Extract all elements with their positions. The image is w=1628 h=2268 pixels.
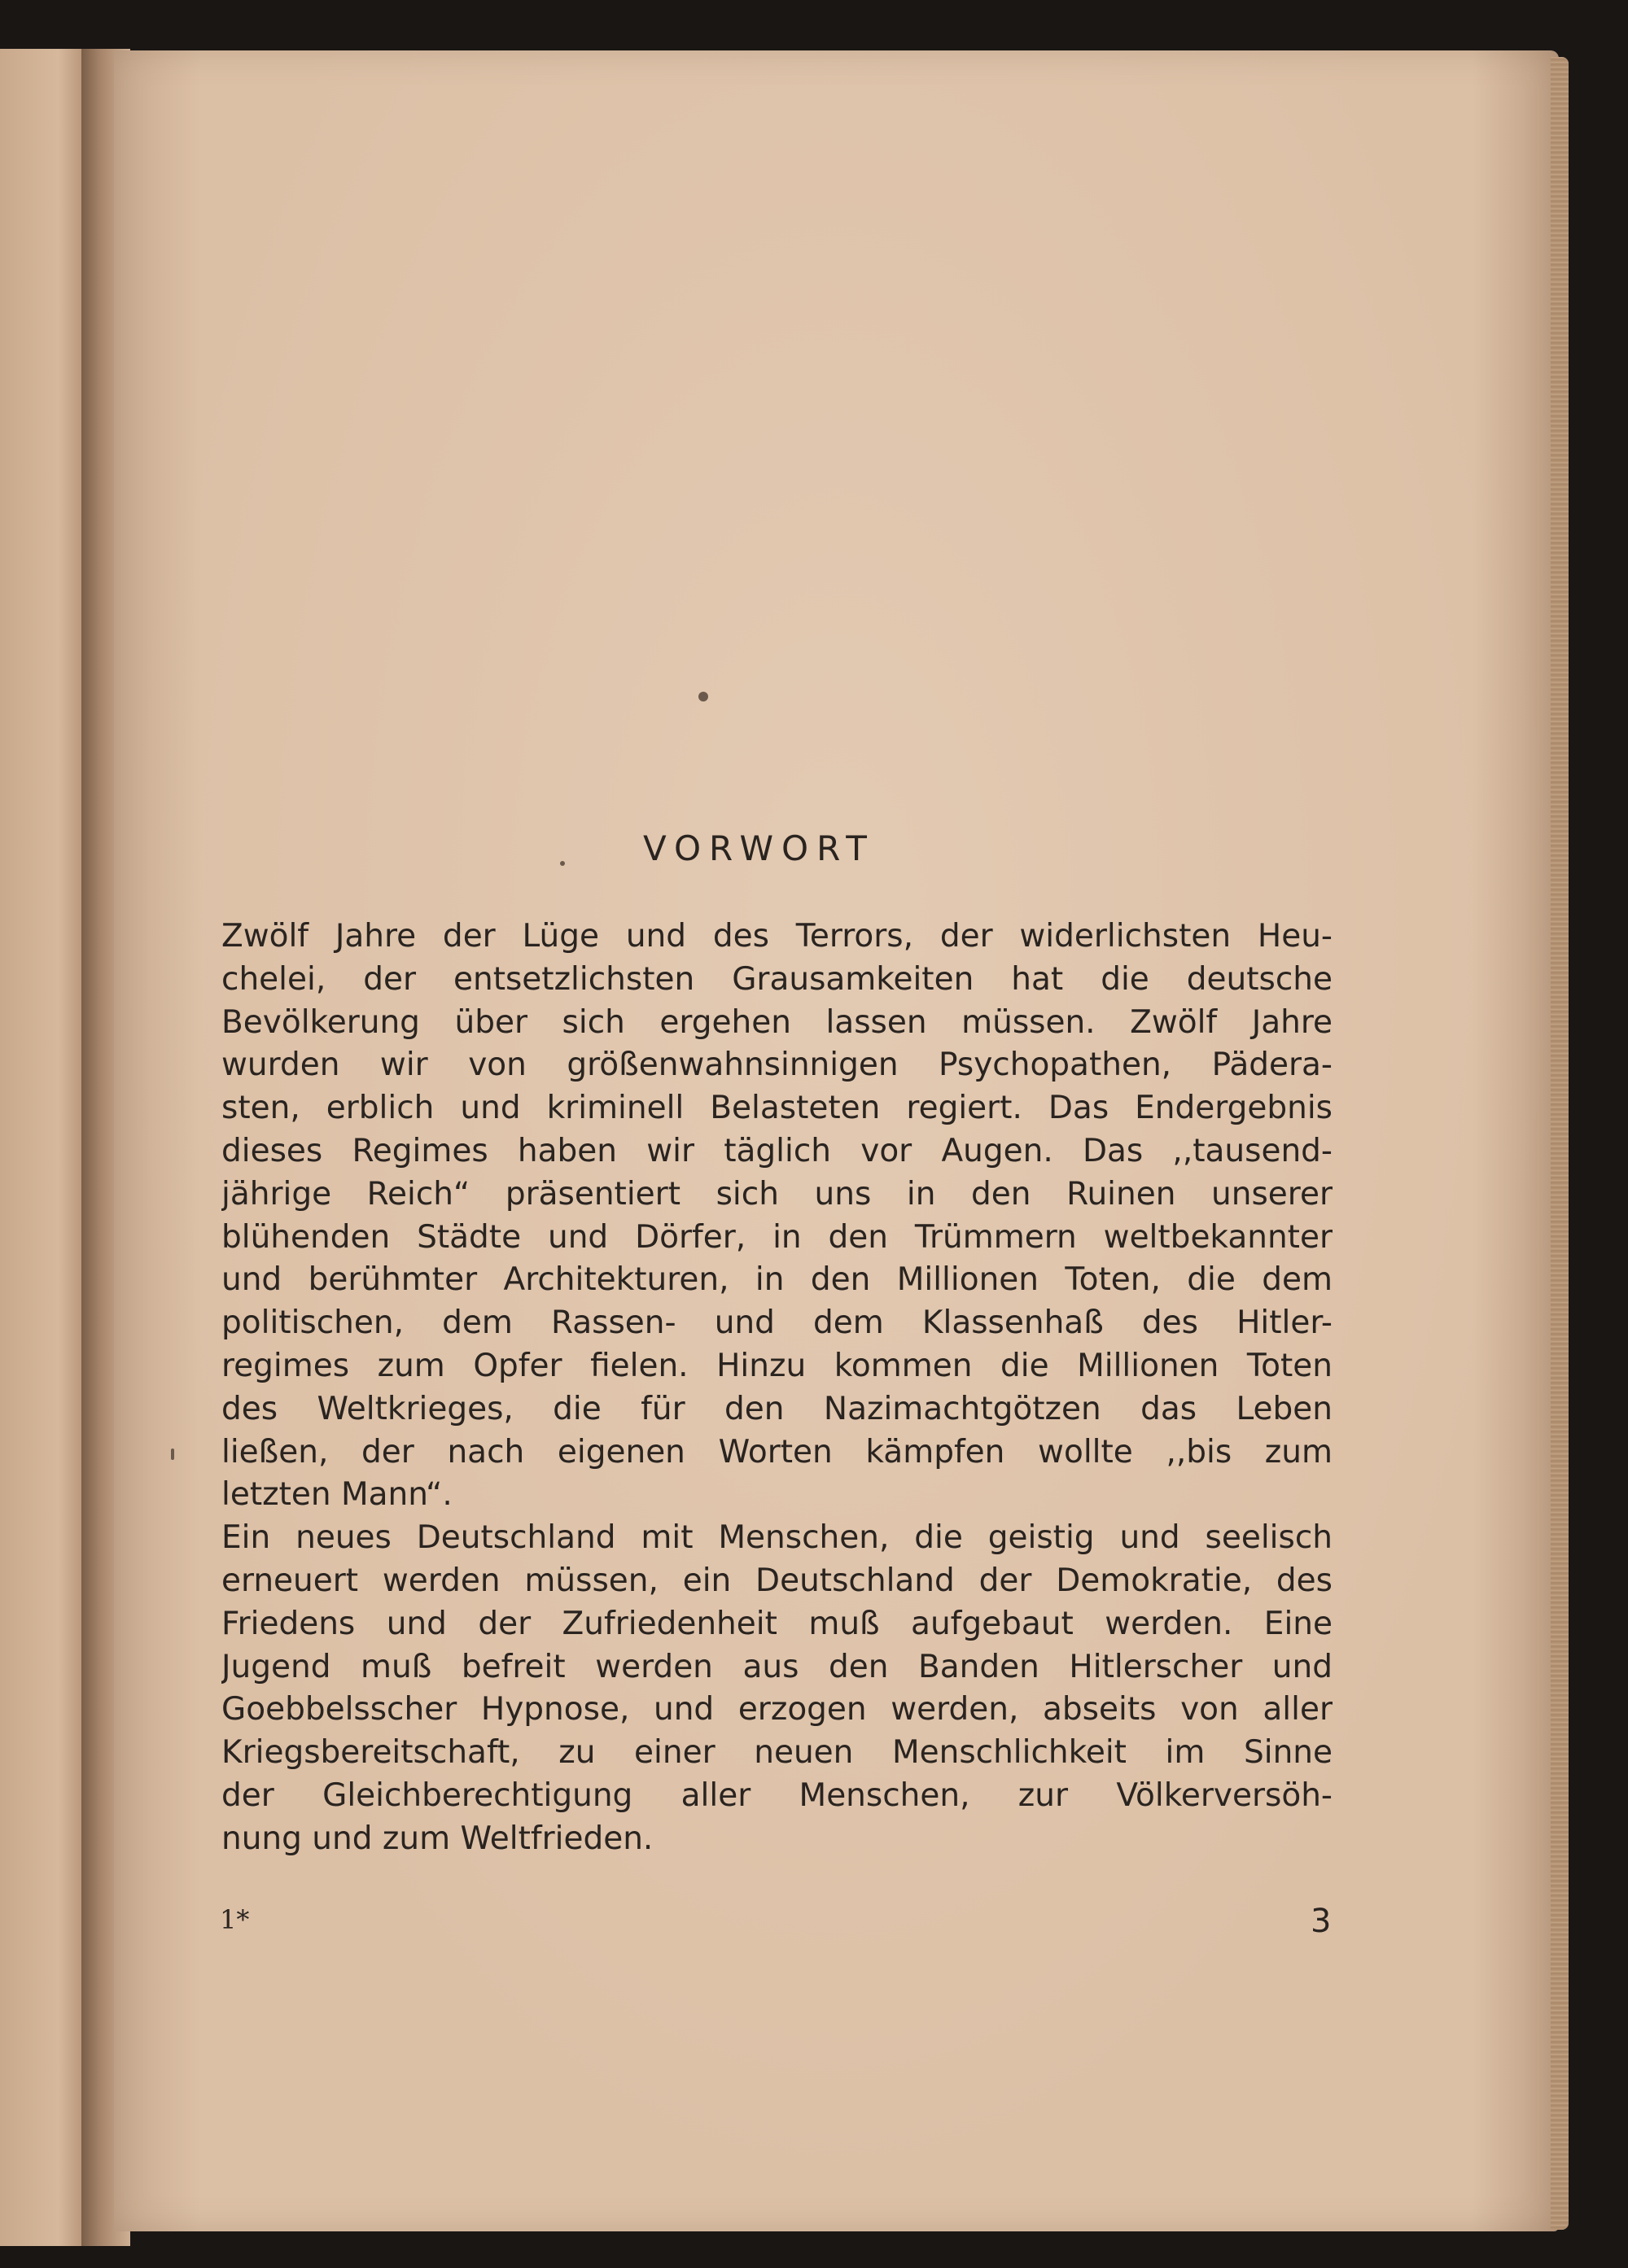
text-line: sten, erblich und kriminell Belasteten regiert. Das Endergebnis <box>221 1090 1333 1127</box>
text-line: Ein neues Deutschland mit Menschen, die geistig und seelisch <box>221 1519 1333 1557</box>
text-line: blühenden Städte und Dörfer, in den Trümmern weltbekannter <box>221 1218 1333 1256</box>
text-line: ließen, der nach eigenen Worten kämpfen wollte ,,bis zum <box>221 1433 1333 1470</box>
page-stack-edge <box>1551 57 1569 2230</box>
paper-speck <box>171 1449 174 1460</box>
foreword-text <box>221 916 1333 1861</box>
text-line: Jugend muß befreit werden aus den Banden Hitlerscher und <box>221 1648 1333 1685</box>
text-line: letzten Mann“. <box>221 1476 453 1514</box>
text-line: Kriegsbereitschaft, zu einer neuen Menschlichkeit im Sinne <box>221 1734 1333 1772</box>
text-line: nung und zum Weltfrieden. <box>221 1820 654 1857</box>
text-line: jährige Reich“ präsentiert sich uns in den Ruinen unserer <box>221 1175 1333 1213</box>
text-line: der Gleichberechtigung aller Menschen, zur Völkerversöh- <box>221 1776 1333 1814</box>
page-number: 3 <box>1311 1903 1332 1940</box>
text-line: erneuert werden müssen, ein Deutschland der Demokratie, des <box>221 1562 1333 1599</box>
text-line: Goebbelsscher Hypnose, und erzogen werden, abseits von aller <box>221 1691 1333 1728</box>
paper-speck <box>698 692 708 701</box>
text-line: Friedens und der Zufriedenheit muß aufgebaut werden. Eine <box>221 1605 1333 1642</box>
text-line: regimes zum Opfer fielen. Hinzu kommen die Millionen Toten <box>221 1347 1333 1384</box>
text-line: Zwölf Jahre der Lüge und des Terrors, der widerlichsten Heu- <box>221 918 1333 955</box>
text-line: chelei, der entsetzlichsten Grausamkeiten hat die deutsche <box>221 960 1333 998</box>
text-line: des Weltkrieges, die für den Nazimachtgötzen das Leben <box>221 1390 1333 1427</box>
text-line: Bevölkerung über sich ergehen lassen müssen. Zwölf Jahre <box>221 1003 1333 1041</box>
text-line: politischen, dem Rassen- und dem Klassenhaß des Hitler- <box>221 1304 1333 1342</box>
printer-signature-mark: 1* <box>220 1904 250 1935</box>
paper-speck <box>560 861 565 866</box>
page-title: VORWORT <box>643 828 875 868</box>
text-line: wurden wir von größenwahnsinnigen Psychopathen, Pädera- <box>221 1047 1333 1084</box>
text-line: dieses Regimes haben wir täglich vor Augen. Das ,,tausend- <box>221 1132 1333 1169</box>
text-line: und berühmter Architekturen, in den Millionen Toten, die dem <box>221 1261 1333 1299</box>
